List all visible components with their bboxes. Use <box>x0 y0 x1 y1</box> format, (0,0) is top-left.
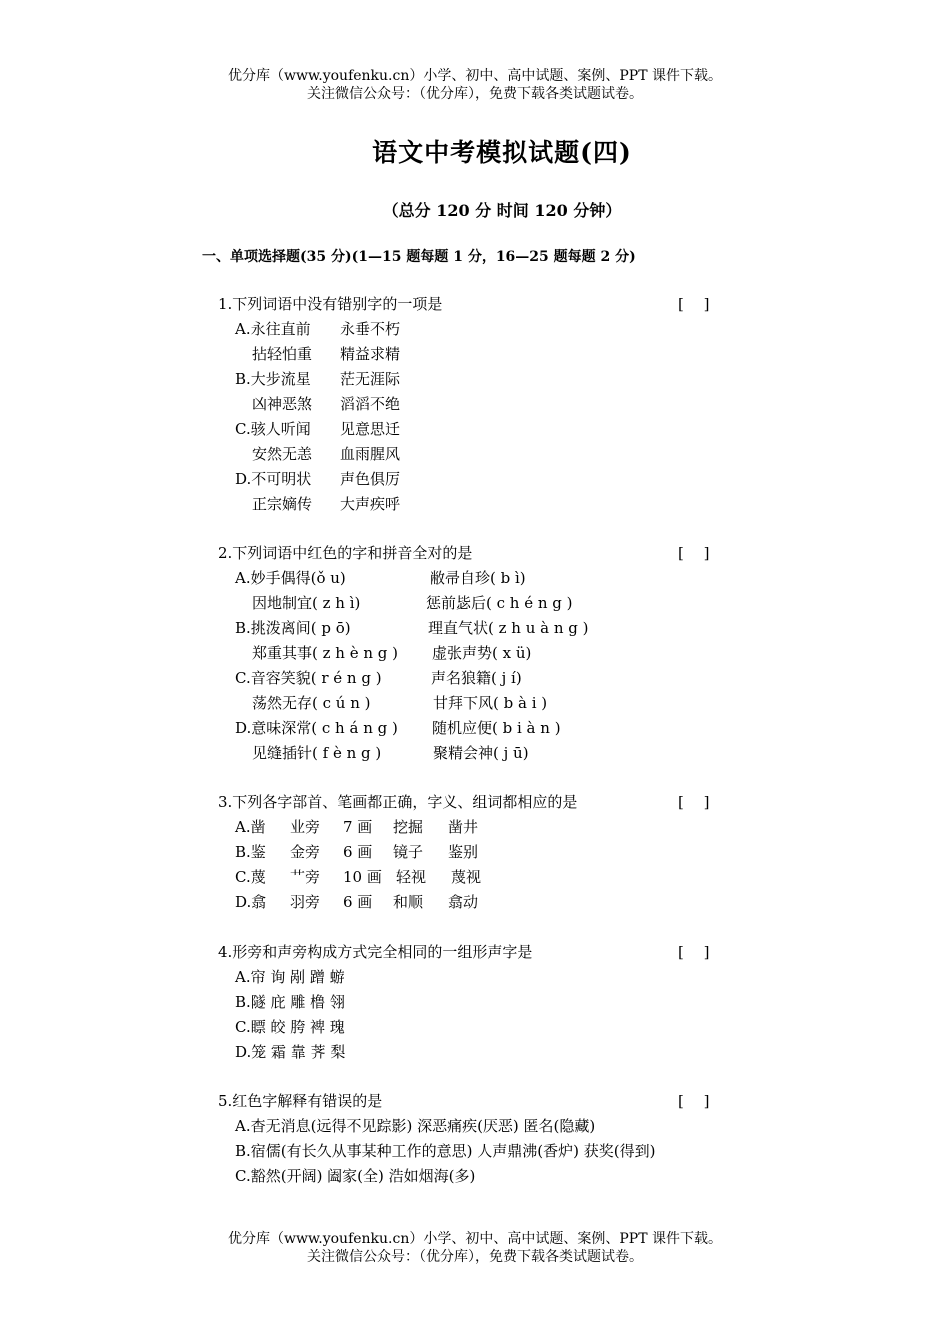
option-a: A.永往直前 <box>235 320 311 338</box>
question-1 <box>218 292 738 517</box>
option-b: B.挑泼离间( p ō) <box>235 619 351 637</box>
option-text: 大声疾呼 <box>340 495 401 513</box>
option-text: 永垂不朽 <box>340 320 401 338</box>
option-text: 正宗嫡传 <box>252 495 313 513</box>
answer-bracket: [ ] <box>678 943 710 961</box>
option-text: 理直气状( z h u à n g ) <box>428 619 589 637</box>
option-radical: 业旁 <box>290 818 321 836</box>
option-text: 滔滔不绝 <box>340 395 401 413</box>
question-stem: 3.下列各字部首、笔画都正确，字义、组词都相应的是 <box>218 793 578 811</box>
option-a: A.凿 <box>235 818 266 836</box>
option-text: 虚张声势( x ü) <box>432 644 532 662</box>
option-text: 安然无恙 <box>252 445 313 463</box>
option-c: C.豁然(开阔) 阖家(全) 浩如烟海(多) <box>235 1167 476 1185</box>
option-text: 茫无涯际 <box>340 370 401 388</box>
option-meaning: 镜子 <box>393 843 424 861</box>
answer-bracket: [ ] <box>678 1092 710 1110</box>
question-3 <box>218 790 738 915</box>
option-radical: 艹旁 <box>290 868 321 886</box>
exam-info: （总分 120 分 时间 120 分钟） <box>382 201 622 220</box>
option-text: 凶神恶煞 <box>252 395 313 413</box>
option-text: 见缝插针( f è n g ) <box>252 744 382 762</box>
page-header <box>0 67 950 103</box>
option-d: D.不可明状 <box>235 470 312 488</box>
option-d: D.意味深常( c h á n g ) <box>235 719 398 737</box>
option-text: 因地制宜( z h ì) <box>252 594 361 612</box>
question-2 <box>218 541 738 766</box>
question-4 <box>218 940 738 1065</box>
option-word: 翕动 <box>448 893 479 911</box>
footer-line-2: 关注微信公众号：（优分库），免费下载各类试题试卷。 <box>307 1249 643 1265</box>
option-meaning: 和顺 <box>393 893 424 911</box>
option-meaning: 轻视 <box>396 868 427 886</box>
option-strokes: 10 画 <box>343 868 382 886</box>
option-text: 惩前毖后( c h é n g ) <box>426 594 573 612</box>
option-a: A.妙手偶得(ǒ u) <box>235 569 346 587</box>
option-text: 聚精会神( j ū) <box>433 744 529 762</box>
option-strokes: 6 画 <box>343 893 373 911</box>
option-a: A.帘 询 剐 蹭 蝣 <box>235 968 345 986</box>
question-stem: 2.下列词语中红色的字和拼音全对的是 <box>218 544 473 562</box>
option-text: 见意思迁 <box>340 420 401 438</box>
header-line-1: 优分库（www.youfenku.cn）小学、初中、高中试题、案例、PPT 课件下载。 <box>227 68 722 84</box>
option-b: B.大步流星 <box>235 370 311 388</box>
page-title: 语文中考模拟试题(四) <box>372 138 632 167</box>
option-text: 甘拜下风( b à i ) <box>433 694 548 712</box>
page-footer <box>0 1230 950 1266</box>
question-stem: 1.下列词语中没有错别字的一项是 <box>218 295 443 313</box>
answer-bracket: [ ] <box>678 544 710 562</box>
option-c: C.瞟 皎 胯 裨 瑰 <box>235 1018 345 1036</box>
option-text: 声名狼籍( j í) <box>431 669 522 687</box>
option-b: B.宿儒(有长久从事某种工作的意思) 人声鼎沸(香炉) 获奖(得到) <box>235 1142 656 1160</box>
option-d: D.笼 霜 靠 荠 梨 <box>235 1043 346 1061</box>
option-text: 敝帚自珍( b ì) <box>430 569 526 587</box>
question-stem: 5.红色字解释有错误的是 <box>218 1092 383 1110</box>
header-line-2: 关注微信公众号：（优分库），免费下载各类试题试卷。 <box>307 86 643 102</box>
answer-bracket: [ ] <box>678 793 710 811</box>
option-c: C.骇人听闻 <box>235 420 311 438</box>
option-word: 鉴别 <box>448 843 479 861</box>
option-c: C.蔑 <box>235 868 266 886</box>
question-stem: 4.形旁和声旁构成方式完全相同的一组形声字是 <box>218 943 533 961</box>
option-radical: 金旁 <box>290 843 321 861</box>
option-word: 蔑视 <box>451 868 482 886</box>
option-a: A.杳无消息(远得不见踪影) 深恶痛疾(厌恶) 匿名(隐藏) <box>235 1117 596 1135</box>
question-5 <box>218 1089 738 1189</box>
answer-bracket: [ ] <box>678 295 710 313</box>
option-text: 血雨腥风 <box>340 445 401 463</box>
option-c: C.音容笑貌( r é n g ) <box>235 669 382 687</box>
option-d: D.翕 <box>235 893 267 911</box>
option-text: 拈轻怕重 <box>252 345 313 363</box>
option-word: 凿井 <box>448 818 479 836</box>
option-strokes: 6 画 <box>343 843 373 861</box>
option-b: B.隧 庇 雕 橹 翎 <box>235 993 345 1011</box>
section-heading: 一、单项选择题(35 分)(1—15 题每题 1 分，16—25 题每题 2 分) <box>202 249 636 265</box>
option-meaning: 挖掘 <box>393 818 424 836</box>
footer-line-1: 优分库（www.youfenku.cn）小学、初中、高中试题、案例、PPT 课件下载。 <box>227 1231 722 1247</box>
option-text: 荡然无存( c ú n ) <box>252 694 371 712</box>
option-radical: 羽旁 <box>290 893 321 911</box>
option-text: 随机应便( b i à n ) <box>432 719 561 737</box>
option-text: 声色俱厉 <box>340 470 401 488</box>
option-b: B.鉴 <box>235 843 266 861</box>
option-text: 精益求精 <box>340 345 401 363</box>
option-text: 郑重其事( z h è n g ) <box>252 644 399 662</box>
option-strokes: 7 画 <box>343 818 373 836</box>
